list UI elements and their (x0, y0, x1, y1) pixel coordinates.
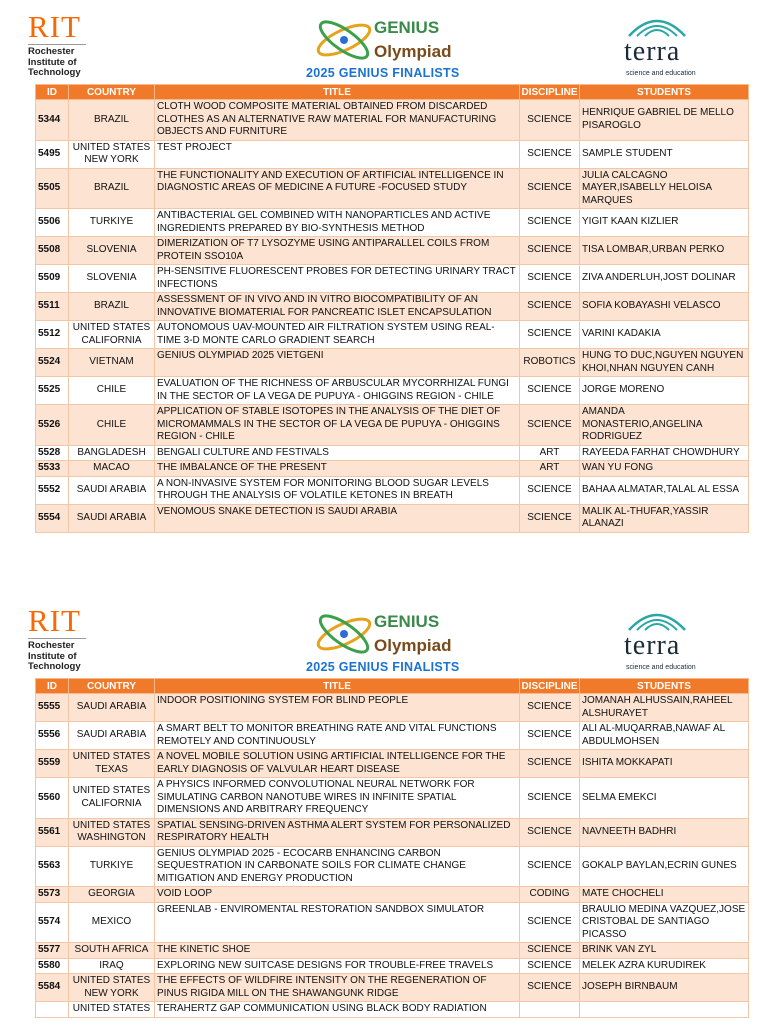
atom-icon (312, 14, 382, 66)
table-row (36, 293, 749, 321)
column-header-country: COUNTRY (69, 85, 155, 100)
cell-id: 5495 (36, 140, 69, 168)
cell-title: A NOVEL MOBILE SOLUTION USING ARTIFICIAL INTELLIGENCE FOR THE EARLY DIAGNOSIS OF VALVULAR HEART DISEASE (155, 750, 520, 778)
rit-subtitle (28, 44, 86, 79)
cell-students: BRAULIO MEDINA VAZQUEZ,JOSE CRISTOBAL DE SANTIAGO PICASSO (580, 902, 749, 943)
table-row (36, 168, 749, 209)
cell-students: HENRIQUE GABRIEL DE MELLO PISAROGLO (580, 100, 749, 141)
cell-country: UNITED STATES TEXAS (69, 750, 155, 778)
cell-discipline: SCIENCE (520, 778, 580, 819)
cell-country: MEXICO (69, 902, 155, 943)
cell-country: UNITED STATES CALIFORNIA (69, 321, 155, 349)
cell-discipline: SCIENCE (520, 902, 580, 943)
cell-country: BRAZIL (69, 168, 155, 209)
cell-title: GENIUS OLYMPIAD 2025 - ECOCARB ENHANCING CARBON SEQUESTRATION IN CARBONATE SOILS FOR CLIMATE CHANGE MITIGATION AND ENERGY PRODUCTION (155, 846, 520, 887)
cell-id: 5524 (36, 349, 69, 377)
cell-discipline: SCIENCE (520, 405, 580, 446)
table-row (36, 461, 749, 477)
cell-students: HUNG TO DUC,NGUYEN NGUYEN KHOI,NHAN NGUYEN CANH (580, 349, 749, 377)
rit-subtitle-line: Institute of (28, 56, 77, 68)
page-header (0, 0, 768, 84)
table-row (36, 476, 749, 504)
cell-id: 5573 (36, 887, 69, 903)
column-header-title: TITLE (155, 679, 520, 694)
cell-id: 5555 (36, 694, 69, 722)
column-header-country: COUNTRY (69, 679, 155, 694)
cell-students: ISHITA MOKKAPATI (580, 750, 749, 778)
cell-country: UNITED STATES (69, 1002, 155, 1018)
cell-country: UNITED STATES NEW YORK (69, 140, 155, 168)
cell-title: BENGALI CULTURE AND FESTIVALS (155, 445, 520, 461)
cell-students: JOMANAH ALHUSSAIN,RAHEEL ALSHURAYET (580, 694, 749, 722)
cell-discipline: SCIENCE (520, 140, 580, 168)
cell-title: A PHYSICS INFORMED CONVOLUTIONAL NEURAL NETWORK FOR SIMULATING CARBON NANOTUBE WIRES IN INFINITE SPATIAL DIMENSIONS AND ARBITRARY FREQUENCY (155, 778, 520, 819)
cell-country: UNITED STATES NEW YORK (69, 974, 155, 1002)
cell-country: SAUDI ARABIA (69, 476, 155, 504)
cell-id: 5533 (36, 461, 69, 477)
cell-id: 5509 (36, 265, 69, 293)
cell-country: BANGLADESH (69, 445, 155, 461)
cell-title: AUTONOMOUS UAV-MOUNTED AIR FILTRATION SYSTEM USING REAL-TIME 3-D MONTE CARLO GRADIENT SEARCH (155, 321, 520, 349)
olympiad-wordmark: Olympiad (374, 636, 452, 655)
column-header-discipline: DISCIPLINE (521, 86, 578, 98)
cell-country: SOUTH AFRICA (69, 943, 155, 959)
cell-country: BRAZIL (69, 100, 155, 141)
terra-wordmark: terra (624, 36, 681, 67)
cell-discipline: SCIENCE (520, 846, 580, 887)
table-header-row (36, 85, 749, 100)
table-row (36, 818, 749, 846)
cell-id: 5344 (36, 100, 69, 141)
cell-discipline: SCIENCE (520, 377, 580, 405)
cell-id: 5526 (36, 405, 69, 446)
cell-students: YIGIT KAAN KIZLIER (580, 209, 749, 237)
rit-subtitle (28, 638, 86, 673)
cell-country: CHILE (69, 405, 155, 446)
atom-icon (312, 608, 382, 660)
rit-subtitle-line: Technology (28, 67, 81, 78)
cell-discipline: SCIENCE (520, 818, 580, 846)
cell-students: BAHAA ALMATAR,TALAL AL ESSA (580, 476, 749, 504)
cell-discipline: SCIENCE (520, 293, 580, 321)
terra-wordmark: terra (624, 630, 681, 661)
cell-country: UNITED STATES CALIFORNIA (69, 778, 155, 819)
table-row (36, 377, 749, 405)
cell-discipline: SCIENCE (520, 750, 580, 778)
olympiad-wordmark: Olympiad (374, 42, 452, 61)
cell-id: 5563 (36, 846, 69, 887)
rit-mark: RIT (28, 9, 81, 44)
cell-title: GREENLAB - ENVIROMENTAL RESTORATION SANDBOX SIMULATOR (155, 902, 520, 943)
cell-id: 5584 (36, 974, 69, 1002)
table-row (36, 778, 749, 819)
table-row (36, 846, 749, 887)
cell-discipline: ART (520, 445, 580, 461)
cell-title: THE EFFECTS OF WILDFIRE INTENSITY ON THE REGENERATION OF PINUS RIGIDA MILL ON THE SHAWANGUNK RIDGE (155, 974, 520, 1002)
cell-students: JOSEPH BIRNBAUM (580, 974, 749, 1002)
rit-logo (28, 604, 108, 673)
page-header (0, 594, 768, 678)
cell-discipline: ART (520, 461, 580, 477)
column-header-id: ID (36, 85, 69, 100)
table-row (36, 140, 749, 168)
cell-country: SAUDI ARABIA (69, 722, 155, 750)
cell-title: INDOOR POSITIONING SYSTEM FOR BLIND PEOPLE (155, 694, 520, 722)
cell-discipline: SCIENCE (520, 504, 580, 532)
cell-title: ASSESSMENT OF IN VIVO AND IN VITRO BIOCOMPATIBILITY OF AN INNOVATIVE BIOMATERIAL FOR PANCREATIC ISLET ENCAPSULATION (155, 293, 520, 321)
cell-id: 5574 (36, 902, 69, 943)
table-row (36, 504, 749, 532)
finalists-table (35, 84, 749, 533)
cell-country: SAUDI ARABIA (69, 694, 155, 722)
cell-students: WAN YU FONG (580, 461, 749, 477)
terra-subtitle: science and education (626, 664, 696, 671)
cell-discipline: SCIENCE (520, 321, 580, 349)
cell-country: TURKIYE (69, 846, 155, 887)
cell-discipline: SCIENCE (520, 974, 580, 1002)
cell-students: MALIK AL-THUFAR,YASSIR ALANAZI (580, 504, 749, 532)
cell-discipline: SCIENCE (520, 943, 580, 959)
cell-country: SLOVENIA (69, 265, 155, 293)
cell-title: VENOMOUS SNAKE DETECTION IS SAUDI ARABIA (155, 504, 520, 532)
cell-country: IRAQ (69, 958, 155, 974)
cell-id: 5552 (36, 476, 69, 504)
cell-id: 5561 (36, 818, 69, 846)
cell-discipline: SCIENCE (520, 265, 580, 293)
cell-discipline: SCIENCE (520, 237, 580, 265)
cell-id: 5505 (36, 168, 69, 209)
rit-subtitle-line: Institute of (28, 650, 77, 662)
table-row (36, 237, 749, 265)
table-header-row (36, 679, 749, 694)
cell-discipline: SCIENCE (520, 168, 580, 209)
cell-id: 5559 (36, 750, 69, 778)
cell-students: MELEK AZRA KURUDIREK (580, 958, 749, 974)
cell-title: DIMERIZATION OF T7 LYSOZYME USING ANTIPARALLEL COILS FROM PROTEIN SSO10A (155, 237, 520, 265)
cell-discipline: SCIENCE (520, 476, 580, 504)
rit-subtitle-line: Rochester (28, 46, 75, 57)
cell-title: TEST PROJECT (155, 140, 520, 168)
cell-country: SLOVENIA (69, 237, 155, 265)
table-row (36, 887, 749, 903)
cell-students: JULIA CALCAGNO MAYER,ISABELLY HELOISA MARQUES (580, 168, 749, 209)
cell-title: VOID LOOP (155, 887, 520, 903)
table-row (36, 321, 749, 349)
terra-subtitle: science and education (626, 70, 696, 77)
cell-country: BRAZIL (69, 293, 155, 321)
cell-students: RAYEEDA FARHAT CHOWDHURY (580, 445, 749, 461)
cell-discipline: ROBOTICS (520, 349, 580, 377)
column-header-title: TITLE (155, 85, 520, 100)
table-row (36, 209, 749, 237)
cell-students: BRINK VAN ZYL (580, 943, 749, 959)
table-row (36, 1002, 749, 1018)
table-row (36, 943, 749, 959)
cell-students: MATE CHOCHELI (580, 887, 749, 903)
table-row (36, 445, 749, 461)
table-row (36, 100, 749, 141)
cell-country: VIETNAM (69, 349, 155, 377)
cell-discipline: SCIENCE (520, 694, 580, 722)
cell-id: 5554 (36, 504, 69, 532)
cell-country: SAUDI ARABIA (69, 504, 155, 532)
cell-title: CLOTH WOOD COMPOSITE MATERIAL OBTAINED FROM DISCARDED CLOTHES AS AN ALTERNATIVE RAW MATERIAL FOR MANUFACTURING OBJECTS AND FURNITURE (155, 100, 520, 141)
genius-wordmark: GENIUS (374, 612, 440, 631)
cell-discipline: SCIENCE (520, 958, 580, 974)
table-row (36, 902, 749, 943)
cell-country: CHILE (69, 377, 155, 405)
finalists-title: 2025 GENIUS FINALISTS (306, 660, 460, 674)
cell-students: SOFIA KOBAYASHI VELASCO (580, 293, 749, 321)
cell-discipline: SCIENCE (520, 100, 580, 141)
cell-discipline: CODING (520, 887, 580, 903)
cell-id: 5560 (36, 778, 69, 819)
table-row (36, 958, 749, 974)
cell-id: 5525 (36, 377, 69, 405)
cell-title: A NON-INVASIVE SYSTEM FOR MONITORING BLOOD SUGAR LEVELS THROUGH THE ANALYSIS OF VOLATILE KETONES IN BREATH (155, 476, 520, 504)
cell-discipline: SCIENCE (520, 209, 580, 237)
cell-title: SPATIAL SENSING-DRIVEN ASTHMA ALERT SYSTEM FOR PERSONALIZED RESPIRATORY HEALTH (155, 818, 520, 846)
finalists-table (35, 678, 749, 1018)
cell-title: EVALUATION OF THE RICHNESS OF ARBUSCULAR MYCORRHIZAL FUNGI IN THE SECTOR OF LA VEGA DE PUPUYA - OHIGGINS REGION - CHILE (155, 377, 520, 405)
cell-title: GENIUS OLYMPIAD 2025 VIETGENI (155, 349, 520, 377)
cell-country: GEORGIA (69, 887, 155, 903)
genius-wordmark: GENIUS (374, 18, 440, 37)
table-row (36, 694, 749, 722)
cell-discipline (520, 1002, 580, 1018)
cell-id: 5508 (36, 237, 69, 265)
table-row (36, 974, 749, 1002)
cell-discipline: SCIENCE (520, 722, 580, 750)
cell-title: EXPLORING NEW SUITCASE DESIGNS FOR TROUBLE-FREE TRAVELS (155, 958, 520, 974)
cell-title: THE IMBALANCE OF THE PRESENT (155, 461, 520, 477)
cell-students: AMANDA MONASTERIO,ANGELINA RODRIGUEZ (580, 405, 749, 446)
cell-title: THE FUNCTIONALITY AND EXECUTION OF ARTIFICIAL INTELLIGENCE IN DIAGNOSTIC AREAS OF MEDICINE A FUTURE -FOCUSED STUDY (155, 168, 520, 209)
column-header-students: STUDENTS (580, 679, 749, 694)
table-row (36, 750, 749, 778)
cell-students: SAMPLE STUDENT (580, 140, 749, 168)
cell-students: NAVNEETH BADHRI (580, 818, 749, 846)
cell-students (580, 1002, 749, 1018)
cell-title: A SMART BELT TO MONITOR BREATHING RATE AND VITAL FUNCTIONS REMOTELY AND CONTINUOUSLY (155, 722, 520, 750)
column-header-discipline: DISCIPLINE (521, 680, 578, 692)
cell-id (36, 1002, 69, 1018)
cell-students: JORGE MORENO (580, 377, 749, 405)
cell-id: 5577 (36, 943, 69, 959)
cell-country: TURKIYE (69, 209, 155, 237)
cell-students: ALI AL-MUQARRAB,NAWAF AL ABDULMOHSEN (580, 722, 749, 750)
table-row (36, 349, 749, 377)
cell-country: MACAO (69, 461, 155, 477)
maze-book-icon (625, 12, 689, 38)
column-header-students: STUDENTS (580, 85, 749, 100)
cell-id: 5506 (36, 209, 69, 237)
table-row (36, 405, 749, 446)
cell-students: SELMA EMEKCI (580, 778, 749, 819)
terra-logo (620, 606, 695, 676)
cell-title: ANTIBACTERIAL GEL COMBINED WITH NANOPARTICLES AND ACTIVE INGREDIENTS PREPARED BY BIO-SYNTHESIS METHOD (155, 209, 520, 237)
cell-id: 5528 (36, 445, 69, 461)
cell-students: VARINI KADAKIA (580, 321, 749, 349)
cell-title: THE KINETIC SHOE (155, 943, 520, 959)
cell-title: TERAHERTZ GAP COMMUNICATION USING BLACK BODY RADIATION (155, 1002, 520, 1018)
cell-id: 5556 (36, 722, 69, 750)
cell-students: GOKALP BAYLAN,ECRIN GUNES (580, 846, 749, 887)
rit-mark: RIT (28, 603, 81, 638)
terra-logo (620, 12, 695, 82)
maze-book-icon (625, 606, 689, 632)
rit-logo (28, 10, 108, 79)
cell-title: PH-SENSITIVE FLUORESCENT PROBES FOR DETECTING URINARY TRACT INFECTIONS (155, 265, 520, 293)
cell-title: APPLICATION OF STABLE ISOTOPES IN THE ANALYSIS OF THE DIET OF MICROMAMMALS IN THE SECTOR OF LA VEGA DE PUPUYA - OHIGGINS REGION - CHILE (155, 405, 520, 446)
cell-country: UNITED STATES WASHINGTON (69, 818, 155, 846)
column-header-id: ID (36, 679, 69, 694)
genius-olympiad-logo (300, 14, 475, 84)
document-page-2 (0, 594, 768, 1014)
rit-subtitle-line: Technology (28, 661, 81, 672)
finalists-title: 2025 GENIUS FINALISTS (306, 66, 460, 80)
cell-students: TISA LOMBAR,URBAN PERKO (580, 237, 749, 265)
cell-id: 5511 (36, 293, 69, 321)
cell-id: 5512 (36, 321, 69, 349)
rit-subtitle-line: Rochester (28, 640, 75, 651)
cell-id: 5580 (36, 958, 69, 974)
table-row (36, 265, 749, 293)
table-row (36, 722, 749, 750)
genius-olympiad-logo (300, 608, 475, 678)
cell-students: ZIVA ANDERLUH,JOST DOLINAR (580, 265, 749, 293)
